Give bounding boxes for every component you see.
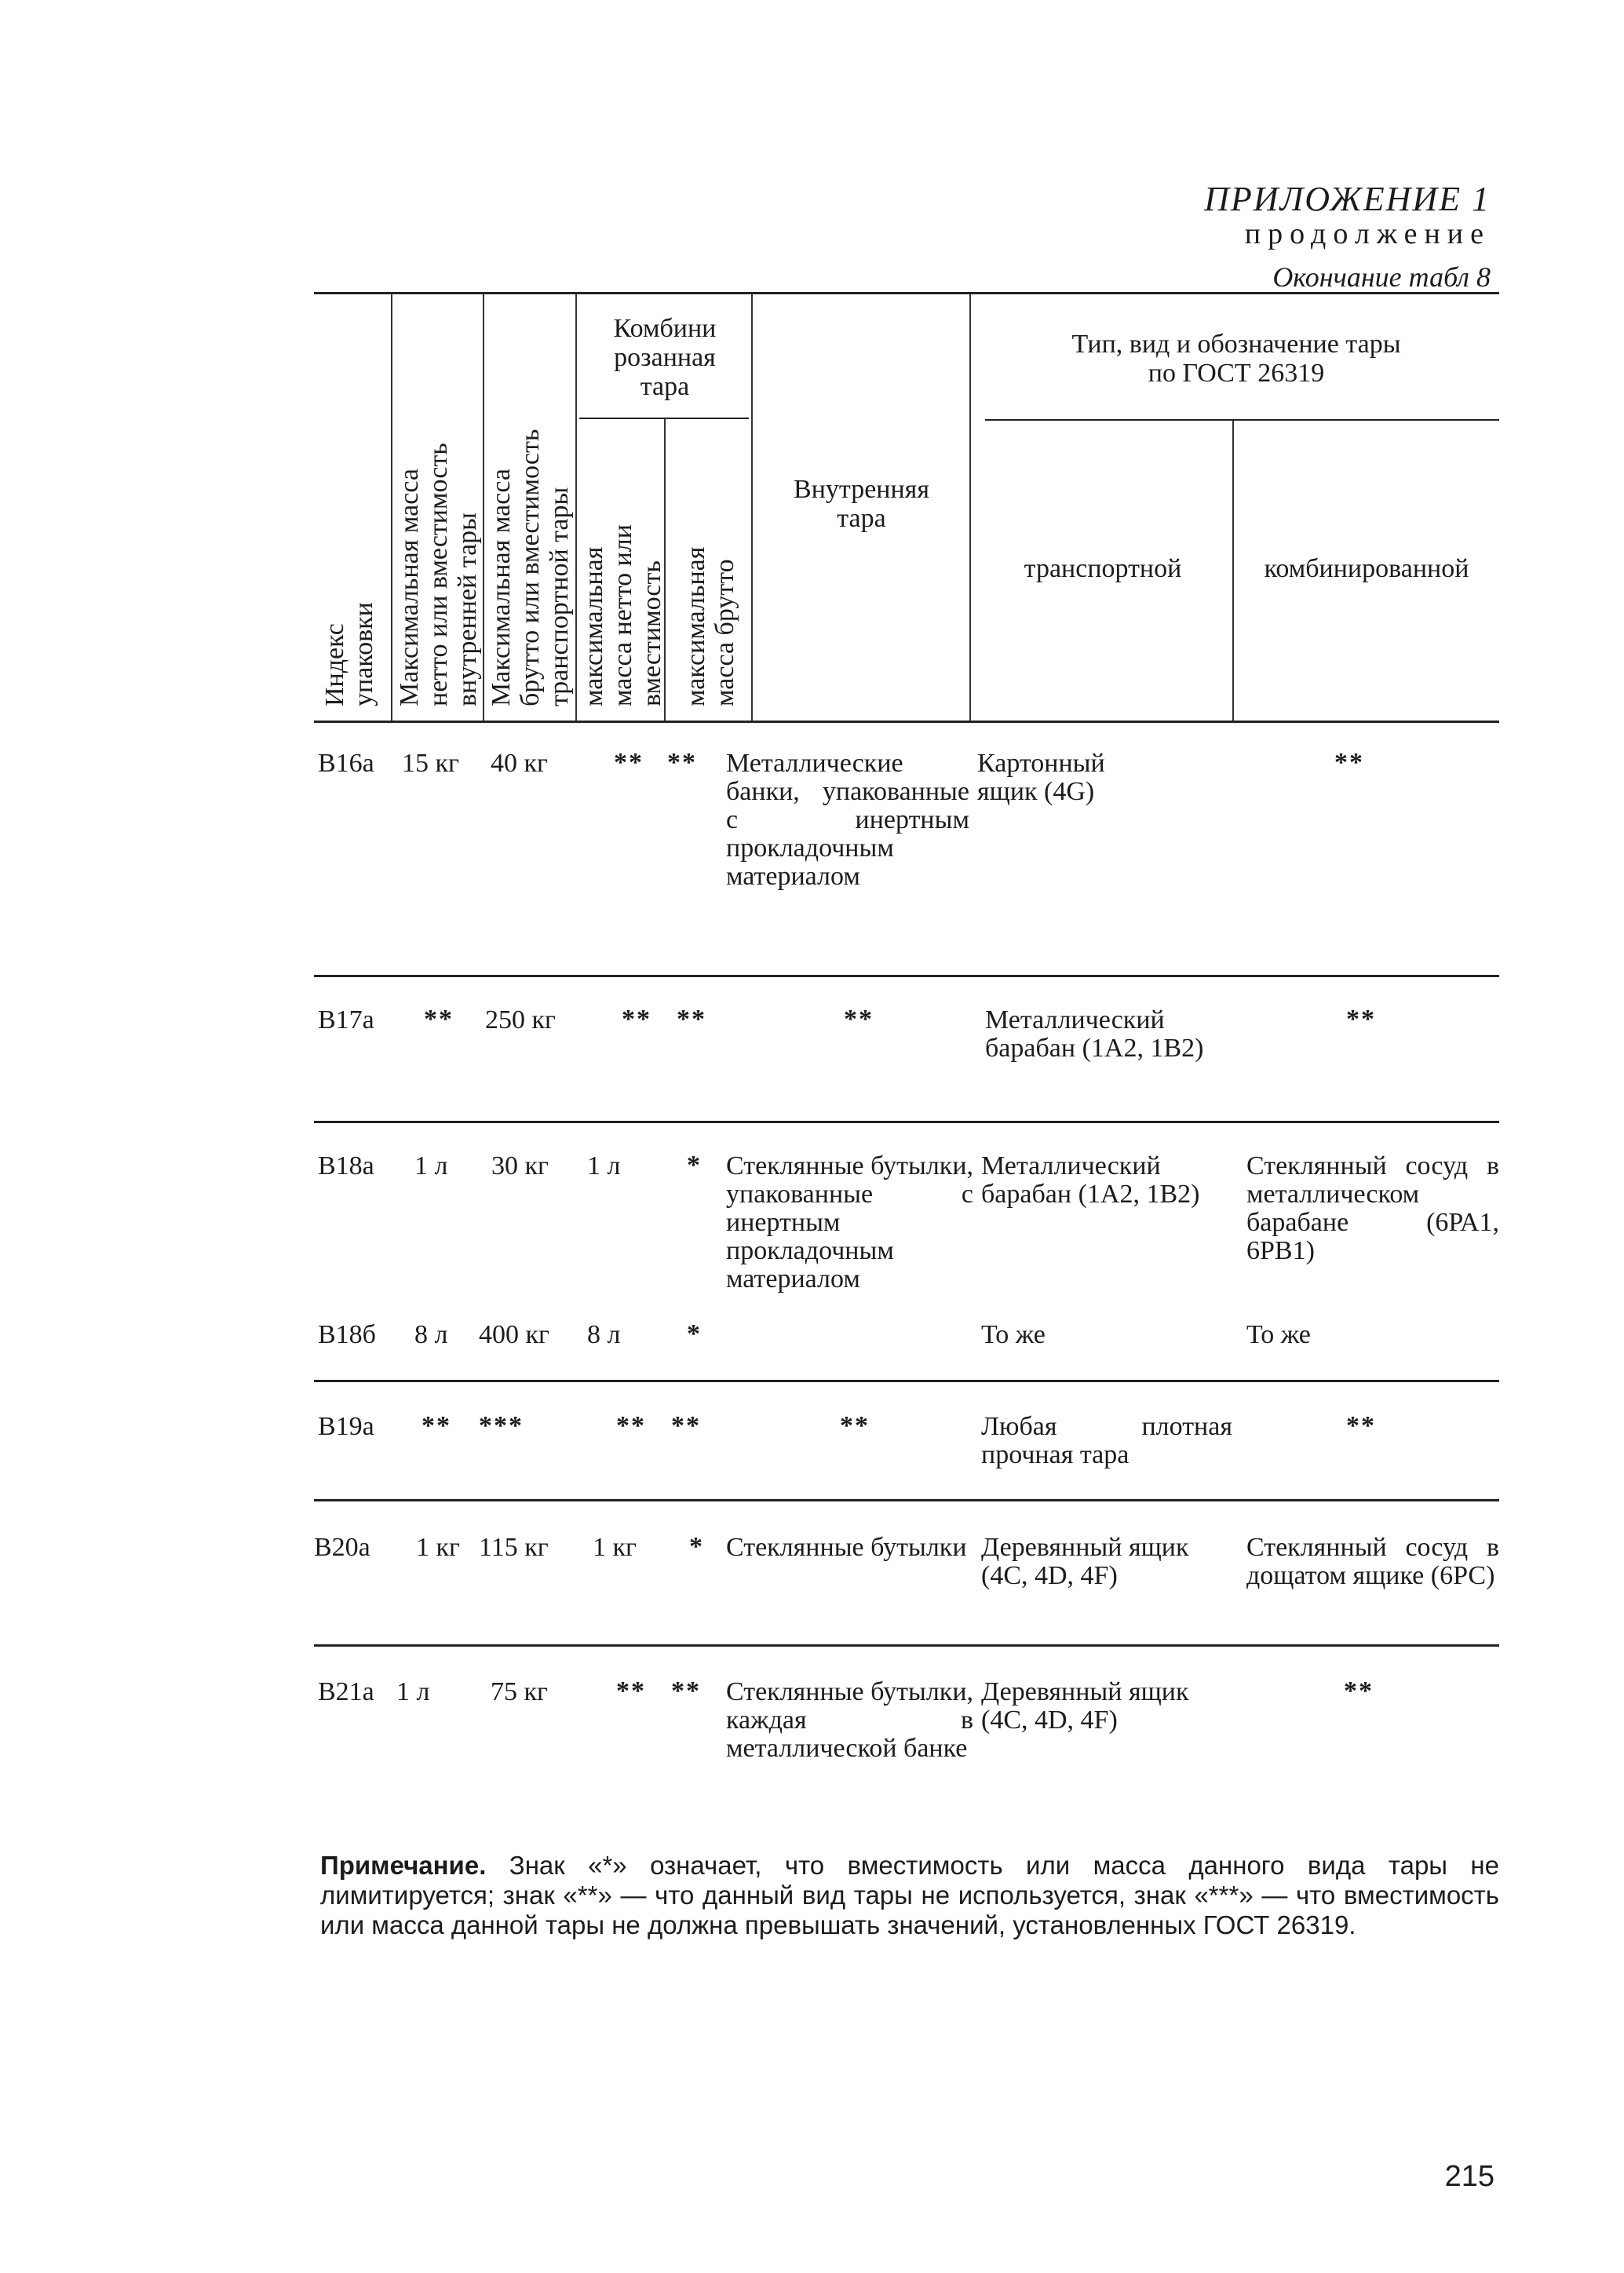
row-transport-mass: 115 кг bbox=[479, 1533, 549, 1562]
row-transport: Любая плотная прочная тара bbox=[981, 1412, 1232, 1469]
row-combined: Стеклянный сосуд в дощатом ящике (6РС) bbox=[1246, 1533, 1499, 1590]
table-header-rule bbox=[314, 721, 1499, 723]
row-comb-net: ** bbox=[614, 748, 644, 777]
row-inner-mass: 1 кг bbox=[416, 1533, 460, 1562]
col-divider-5 bbox=[751, 294, 753, 721]
row-index: В21а bbox=[318, 1677, 374, 1706]
row-transport-mass: 40 кг bbox=[491, 749, 548, 778]
header-max-transport: Максимальная масса брутто или вместимость транспортной тары bbox=[487, 429, 574, 706]
row-index: В20а bbox=[314, 1533, 370, 1562]
row-index: В17а bbox=[318, 1005, 374, 1034]
header-comb-gross: максимальная масса брутто bbox=[681, 546, 739, 706]
row-inner-mass: ** bbox=[422, 1411, 451, 1440]
row-transport-mass: *** bbox=[479, 1411, 524, 1440]
row-comb-net: 1 л bbox=[587, 1151, 621, 1180]
row-combined: То же bbox=[1246, 1320, 1311, 1349]
row-comb-gross: * bbox=[689, 1532, 704, 1561]
row-transport-mass: 75 кг bbox=[491, 1677, 548, 1706]
page-number: 215 bbox=[1444, 2160, 1494, 2193]
row-transport-mass: 400 кг bbox=[479, 1320, 549, 1349]
row-comb-net: ** bbox=[616, 1411, 646, 1440]
row-combined: ** bbox=[1346, 1411, 1376, 1440]
note-text: Знак «*» означает, что вместимость или масса данного вида тары не лимитируется; знак «**» — что данный вид тары не используется, знак «***» — что вместимость или масса данной тары не должна превышать значений, установленных ГОСТ 26319. bbox=[320, 1851, 1499, 1939]
note-label: Примечание. bbox=[320, 1851, 487, 1880]
col-divider-6 bbox=[969, 294, 971, 721]
header-inner: Внутренняя тара bbox=[794, 475, 929, 533]
table-end-label: Окончание табл 8 bbox=[1272, 261, 1491, 293]
row-comb-net: ** bbox=[622, 1005, 651, 1034]
row-rule-5 bbox=[314, 1644, 1499, 1647]
col-divider-1 bbox=[391, 294, 392, 721]
row-transport: Металлический барабан (1А2, 1В2) bbox=[981, 1151, 1200, 1209]
row-comb-gross: ** bbox=[677, 1005, 706, 1034]
row-combined: ** bbox=[1344, 1676, 1374, 1706]
row-inner: Стеклянные бутылки, каждая в металлической банке bbox=[726, 1677, 974, 1763]
row-inner-mass: 8 л bbox=[414, 1320, 448, 1349]
row-rule-3 bbox=[314, 1380, 1499, 1382]
row-comb-gross: ** bbox=[671, 1411, 701, 1440]
row-combined: ** bbox=[1334, 748, 1364, 777]
row-inner-mass: 15 кг bbox=[402, 749, 459, 778]
header-index: Индекс упаковки bbox=[320, 602, 378, 706]
row-inner: Стеклянные бутылки bbox=[726, 1533, 967, 1562]
table-top-rule bbox=[314, 292, 1499, 294]
row-comb-net: 8 л bbox=[587, 1320, 621, 1349]
row-transport: Картонный ящик (4G) bbox=[977, 749, 1105, 806]
row-inner: Стеклянные бутылки, упакованные с инертным прокладочным материалом bbox=[726, 1151, 974, 1293]
row-transport: Металлический барабан (1А2, 1В2) bbox=[985, 1005, 1204, 1063]
row-comb-net: ** bbox=[616, 1676, 646, 1706]
row-combined: ** bbox=[1346, 1005, 1376, 1034]
table-note bbox=[320, 1851, 1499, 1940]
row-transport: Деревянный ящик (4С, 4D, 4F) bbox=[981, 1677, 1189, 1735]
header-type-group: Тип, вид и обозначение тары по ГОСТ 26319 bbox=[1071, 330, 1401, 388]
row-index: В18а bbox=[318, 1151, 374, 1180]
continuation-label: продолжение bbox=[1244, 217, 1491, 250]
header-combined: Комбини розанная тара bbox=[613, 314, 717, 401]
row-transport: Деревянный ящик (4С, 4D, 4F) bbox=[981, 1533, 1189, 1590]
row-transport: То же bbox=[981, 1320, 1046, 1349]
row-inner-mass: ** bbox=[424, 1005, 454, 1034]
row-inner-mass: 1 л bbox=[396, 1677, 430, 1706]
col-divider-2 bbox=[483, 294, 484, 721]
header-combined-type: комбинированной bbox=[1264, 554, 1469, 583]
row-rule-2 bbox=[314, 1121, 1499, 1123]
type-sub-rule bbox=[985, 419, 1499, 421]
row-inner: ** bbox=[840, 1411, 870, 1440]
row-comb-gross: * bbox=[687, 1151, 702, 1180]
row-comb-gross: ** bbox=[667, 748, 697, 777]
row-inner: ** bbox=[844, 1005, 874, 1034]
row-index: В19а bbox=[318, 1412, 374, 1441]
row-index: В18б bbox=[318, 1320, 376, 1349]
row-comb-gross: * bbox=[687, 1319, 702, 1348]
col-divider-3 bbox=[575, 294, 577, 721]
row-index: В16а bbox=[318, 749, 374, 778]
row-rule-4 bbox=[314, 1499, 1499, 1501]
row-inner: Металлические банки, упакованные с инертным прокладочным материалом bbox=[726, 749, 969, 891]
row-combined: Стеклянный сосуд в металлическом барабане (6РА1, 6РВ1) bbox=[1246, 1151, 1499, 1265]
header-comb-net: максимальная масса нетто или вместимость bbox=[579, 524, 666, 706]
header-transport: транспортной bbox=[1024, 554, 1182, 583]
header-max-inner: Максимальная масса нетто или вместимость внутренней тары bbox=[395, 443, 482, 706]
row-transport-mass: 250 кг bbox=[485, 1005, 556, 1034]
row-transport-mass: 30 кг bbox=[491, 1151, 549, 1180]
row-inner-mass: 1 л bbox=[414, 1151, 448, 1180]
row-comb-net: 1 кг bbox=[593, 1533, 637, 1562]
row-rule-1 bbox=[314, 975, 1499, 977]
appendix-title: ПРИЛОЖЕНИЕ 1 bbox=[1204, 180, 1491, 218]
row-comb-gross: ** bbox=[671, 1676, 701, 1706]
